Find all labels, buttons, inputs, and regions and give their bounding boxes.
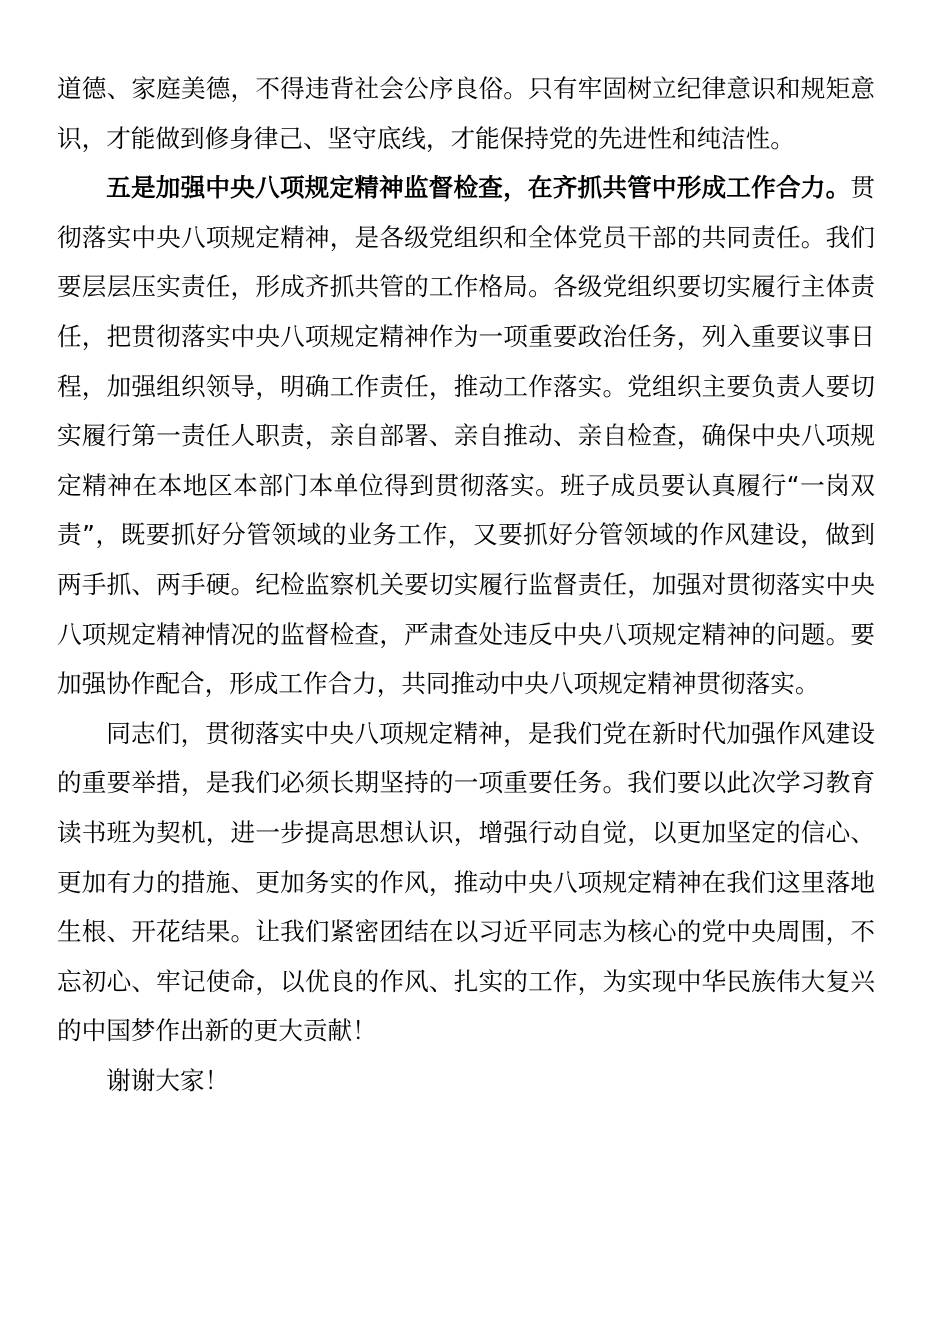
paragraph-section-five (57, 163, 875, 709)
paragraph-conclusion: 同志们，贯彻落实中央八项规定精神，是我们党在新时代加强作风建设的重要举措，是我们必须长期坚持的一项重要任务。我们要以此次学习教育读书班为契机，进一步提高思想认识，增强行动自觉，以更加坚定的信心、更加有力的措施、更加务实的作风，推动中央八项规定精神在我们这里落地生根、开花结果。让我们紧密团结在以习近平同志为核心的党中央周围，不忘初心、牢记使命，以优良的作风、扎实的工作，为实现中华民族伟大复兴的中国梦作出新的更大贡献！ (57, 718, 875, 1046)
paragraph-closing: 谢谢大家！ (106, 1065, 230, 1095)
section-heading: 五是加强中央八项规定精神监督检查，在齐抓共管中形成工作合力。 (106, 173, 851, 203)
paragraph-continuation: 道德、家庭美德，不得违背社会公序良俗。只有牢固树立纪律意识和规矩意识，才能做到修身律己、坚守底线，才能保持党的先进性和纯洁性。 (57, 74, 875, 153)
section-body-text: 贯彻落实中央八项规定精神，是各级党组织和全体党员干部的共同责任。我们要层层压实责任，形成齐抓共管的工作格局。各级党组织要切实履行主体责任，把贯彻落实中央八项规定精神作为一项重要政治任务，列入重要议事日程，加强组织领导，明确工作责任，推动工作落实。党组织主要负责人要切实履行第一责任人职责，亲自部署、亲自推动、亲自检查，确保中央八项规定精神在本地区本部门本单位得到贯彻落实。班子成员要认真履行“一岗双责”，既要抓好分管领域的业务工作，又要抓好分管领域的作风建设，做到两手抓、两手硬。纪检监察机关要切实履行监督责任，加强对贯彻落实中央八项规定精神情况的监督检查，严肃查处违反中央八项规定精神的问题。要加强协作配合，形成工作合力，共同推动中央八项规定精神贯彻落实。 (57, 173, 875, 699)
document-page (57, 64, 875, 1105)
